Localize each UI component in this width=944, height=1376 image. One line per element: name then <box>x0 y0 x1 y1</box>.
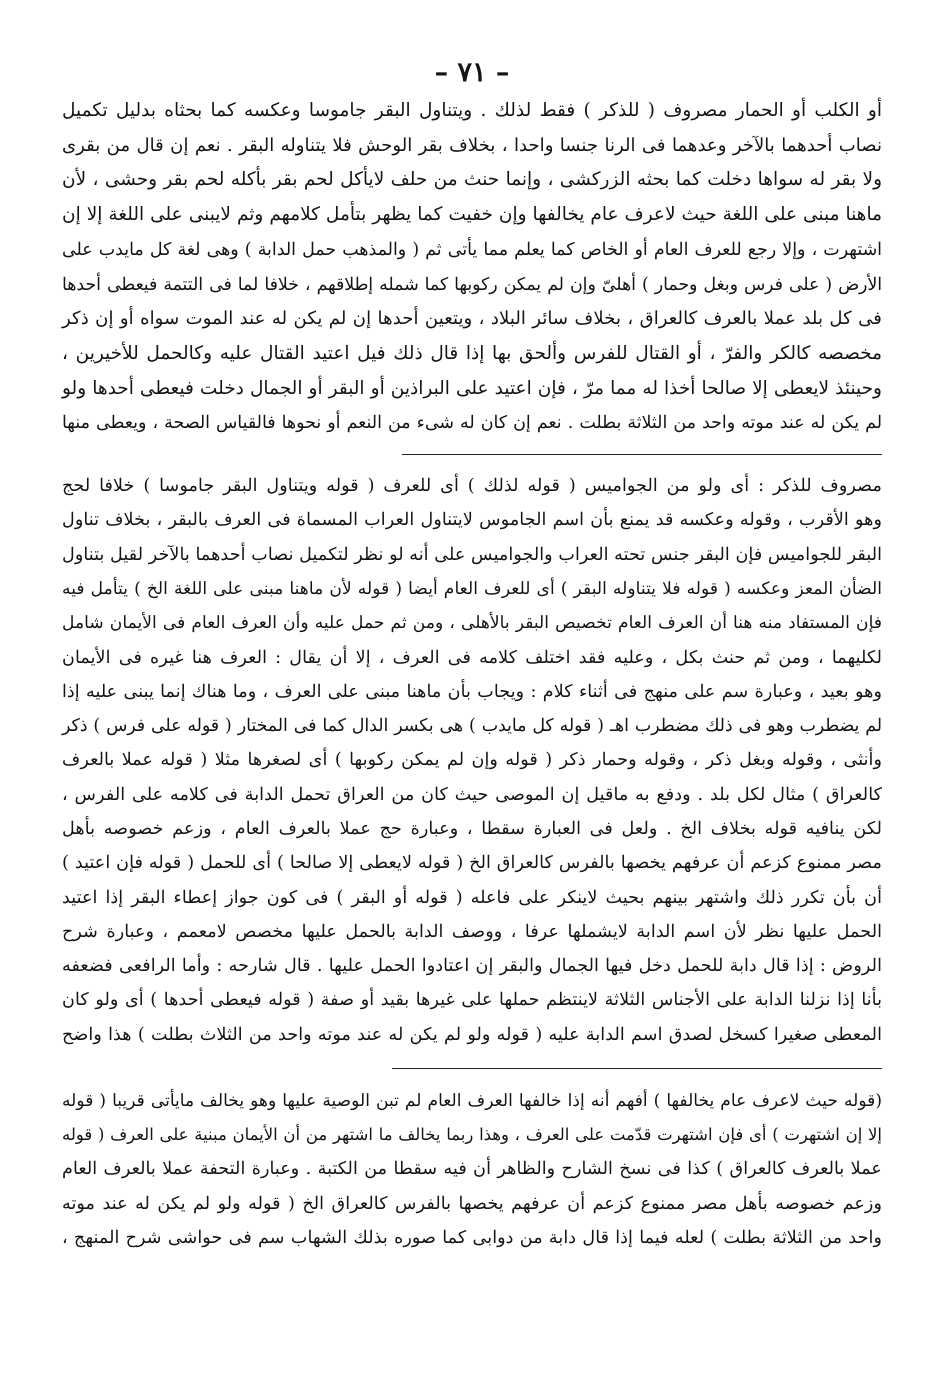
footnote-line: (قوله حيث لاعرف عام يخالفها ) أفهم أنه إذا خالفها العرف العام لم تبن الوصية عليها وهو يخالف مايأتى قريبا ( قوله <box>62 1091 882 1112</box>
footnote-line: وزعم خصوصه بأهل مصر ممنوع كزعم أن عرفهم يخصها بالفرس كالعراق الخ ( قوله ولو لم يكن له عند موته <box>62 1193 882 1214</box>
main-line: أو الكلب أو الحمار مصروف ( للذكر ) فقط لذلك . ويتناول البقر جاموسا وعكسه كما بحثاه بدليل تكميل <box>62 100 882 121</box>
commentary-line: الحمل عليها نظر لأن اسم الدابة لايشملها عرفا ، ووصف الدابة بالحمل عليها مخصص لامعمم ، وعبارة شرح <box>62 921 882 942</box>
commentary-line: كالعراق ) مثال لكل بلد . ودفع به ماقيل إن الموصى حيث كان من العراق تحمل الدابة فى كلامه على الفرس ، <box>62 784 882 805</box>
main-line: الأرض ( على فرس وبغل وحمار ) أهلىّ وإن لم يمكن ركوبها كما شمله إطلاقهم ، خلافا لما فى التتمة فيعطى أحدها <box>62 274 882 295</box>
commentary-line: مصر ممنوع كزعم أن عرفهم يخصها بالفرس كالعراق الخ ( قوله لايعطى إلا صالحا ) أى للحمل ( قوله فإن اعتيد ) <box>62 853 882 874</box>
main-line: ماهنا مبنى على اللغة حيث لاعرف عام يخالفها وإن خفيت كما يظهر بتأمل كلامهم وثم لايبنى على اللغة إلا إن <box>62 204 882 226</box>
main-line: مخصصه كالكر والفرّ ، أو القتال للفرس وألحق بها إذا قال ذلك فيل اعتيد القتال عليه وكالحمل للأخيرين ، <box>62 342 882 364</box>
commentary-line: الضأن المعز وعكسه ( قوله فلا يتناوله البقر ) أى للعرف العام أيضا ( قوله لأن ماهنا مبنى على اللغة الخ ) يتأمل فيه <box>62 578 882 599</box>
footnote-line: واحد من الثلاثة بطلت ) لعله فيما إذا قال دابة من دوابى كما صوره بذلك الشهاب سم فى حواشى شرح المنهج ، <box>62 1227 882 1248</box>
main-text <box>62 94 882 441</box>
commentary-line: لكن ينافيه قوله بخلاف الخ . ولعل فى العبارة سقطا ، وعبارة حج عملا بالعرف العام ، وزعم خصوصه بأهل <box>62 819 882 839</box>
commentary-line: مصروف للذكر : أى ولو من الجواميس ( قوله لذلك ) أى للعرف ( قوله ويتناول البقر جاموسا ) خلافا لحج <box>62 476 882 497</box>
main-line: نصاب أحدهما بالآخر وعدهما فى الرنا جنسا واحدا ، بخلاف بقر الوحش فلا يتناوله البقر . نعم إن قال من بقرى <box>62 134 882 156</box>
commentary-line: وأنثى ، وقوله وبغل ذكر ، وقوله وحمار ذكر ( قوله وإن لم يمكن ركوبها ) أى لصغرها مثلا ( قوله عملا بالعرف <box>62 750 882 771</box>
main-line: ولا بقر له سواها دخلت كما بحثه الزركشى ، وإنما حنث من حلف لايأكل لحم بقر بأكله لحم بقر وحشى ، لأن <box>62 169 882 191</box>
main-line: وحينئذ لايعطى إلا صالحا أخذا له مما مرّ ، فإن اعتيد على البراذين أو البقر أو الجمال دخلت فيعطى أحدها ولو <box>62 377 882 399</box>
commentary-line: أن بأن تكرر ذلك واشتهر بينهم بحيث لاينكر على فاعله ( قوله أو البقر ) فى كون جواز إعطاء البقر إذا اعتيد <box>62 887 882 908</box>
main-line: فى كل بلد عملا بالعرف كالعراق ، بخلاف سائر البلاد ، ويتعين أحدها إن لم يكن له عند الموت سواه أو إن ذكر <box>62 308 882 330</box>
commentary-line: وهو بعيد ، وعبارة سم على منهج فى أثناء كلام : ويجاب بأن ماهنا مبنى على العرف ، وما هناك إنما يبنى عليه إذا <box>62 681 882 702</box>
commentary-line: لم يضطرب وهو فى ذلك مضطرب اهـ ( قوله كل مايدب ) هى بكسر الدال كما فى المختار ( قوله على فرس ) ذكر <box>62 716 882 737</box>
commentary-line: الروض : إذا قال دابة للحمل دخل فيها الجمال والبقر إن اعتادوا الحمل عليها . قال شارحه : وأما الرافعى فضعفه <box>62 956 882 977</box>
commentary-line: وهو الأقرب ، وقوله وعكسه قد يمنع بأن اسم الجاموس لايتناول العراب المسماة فى العرف بالبقر ، بخلاف تناول <box>62 510 882 531</box>
footnotes <box>62 1084 882 1255</box>
commentary-line: المعطى صغيرا كسخل لصدق اسم الدابة عليه ( قوله ولو لم يكن له عند موته واحد من الثلاث بطلت ) هذا واضح <box>62 1024 882 1045</box>
main-line: لم يكن له عند موته واحد من الثلاثة بطلت . نعم إن كان له شىء من النعم أو نحوها فالقياس الصحة ، ويعطى منها <box>62 413 882 434</box>
commentary-line: لكليهما ، ومن ثم حنث بكل ، وعليه فقد اختلف كلامه فى العرف ، إلا أن يقال : العرف هنا غيره فى الأيمان <box>62 647 882 668</box>
section-divider <box>402 454 882 455</box>
footnote-line: عملا بالعرف كالعراق ) كذا فى نسخ الشارح والظاهر أن فيه سقطا من الكتبة . وعبارة التحفة عملا بالعرف العام <box>62 1159 882 1180</box>
commentary-line: البقر للجواميس فإن البقر جنس تحته العراب والجواميس على أنه لو نظر لتكميل نصاب أحدهما بالآخر لقيل بتناول <box>62 544 882 565</box>
section-divider <box>392 1068 882 1069</box>
commentary <box>62 469 882 1052</box>
commentary-line: فإن المستفاد منه هنا أن العرف العام تخصيص البقر بالأهلى ، ومن ثم حمل عليه وأن العرف العام فى الأيمان شامل <box>62 613 882 634</box>
page-number: – ٧١ – <box>434 57 510 88</box>
footnote-line: إلا إن اشتهرت ) أى فإن اشتهرت قدّمت على العرف ، وهذا ربما يخالف ما اشتهر من أن الأيمان مبنية على العرف ( قوله <box>62 1125 882 1145</box>
main-line: اشتهرت ، وإلا رجع للعرف العام أو الخاص كما يعلم مما يأتى ثم ( والمذهب حمل الدابة ) وهى لغة كل مايدب على <box>62 239 882 260</box>
commentary-line: بأنا إذا نزلنا الدابة على الأجناس الثلاثة لاينتظم حملها على غيرها بقيد أو صفة ( قوله فيعطى أحدها ) أى ولو كان <box>62 990 882 1011</box>
